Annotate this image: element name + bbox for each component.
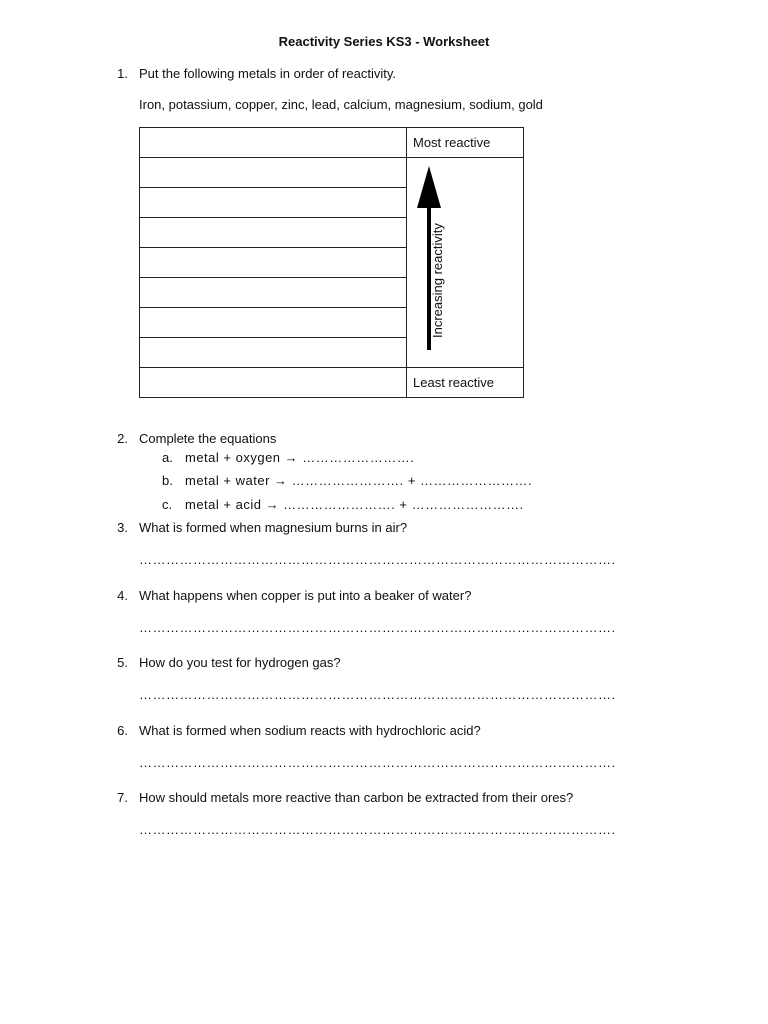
question-7-answer-line[interactable]: ……………………………………………………………………………………………. (139, 822, 616, 837)
question-3-text: What is formed when magnesium burns in air? (139, 520, 408, 535)
question-2-text: Complete the equations (139, 431, 277, 446)
equation-b-letter: b. (162, 473, 173, 488)
question-2-number: 2. (117, 431, 128, 446)
metals-list: Iron, potassium, copper, zinc, lead, calcium, magnesium, sodium, gold (139, 97, 543, 112)
answer-cell-3[interactable] (140, 188, 407, 218)
question-5-answer-line[interactable]: ……………………………………………………………………………………………. (139, 687, 616, 702)
worksheet-title: Reactivity Series KS3 - Worksheet (278, 34, 490, 49)
question-3-answer-line[interactable]: ……………………………………………………………………………………………. (139, 552, 616, 567)
equation-b[interactable]: metal + water → ……………………. + ……………………. (185, 473, 533, 488)
reactivity-table (139, 127, 524, 398)
question-3-number: 3. (117, 520, 128, 535)
question-1-text: Put the following metals in order of reactivity. (139, 66, 396, 81)
answer-cell-6[interactable] (140, 278, 407, 308)
question-5-text: How do you test for hydrogen gas? (139, 655, 341, 670)
answer-cell-8[interactable] (140, 338, 407, 368)
answer-cell-5[interactable] (140, 248, 407, 278)
arrow-label: Increasing reactivity (430, 223, 445, 338)
question-7-number: 7. (117, 790, 128, 805)
answer-cell-4[interactable] (140, 218, 407, 248)
least-reactive-label: Least reactive (407, 368, 524, 398)
equation-a[interactable]: metal + oxygen → ……………………. (185, 450, 415, 465)
equation-c[interactable]: metal + acid → ……………………. + ……………………. (185, 497, 524, 512)
question-1-number: 1. (117, 66, 128, 81)
answer-cell-2[interactable] (140, 158, 407, 188)
equation-c-letter: c. (162, 497, 173, 512)
arrow-cell (407, 158, 524, 368)
question-6-answer-line[interactable]: ……………………………………………………………………………………………. (139, 755, 616, 770)
question-6-number: 6. (117, 723, 128, 738)
question-5-number: 5. (117, 655, 128, 670)
question-4-text: What happens when copper is put into a beaker of water? (139, 588, 472, 603)
question-4-answer-line[interactable]: ……………………………………………………………………………………………. (139, 620, 616, 635)
question-6-text: What is formed when sodium reacts with hydrochloric acid? (139, 723, 481, 738)
question-7-text: How should metals more reactive than carbon be extracted from their ores? (139, 790, 574, 805)
increasing-reactivity-arrow-icon (407, 158, 523, 368)
most-reactive-label: Most reactive (407, 128, 524, 158)
answer-cell-9[interactable] (140, 368, 407, 398)
question-4-number: 4. (117, 588, 128, 603)
answer-cell-1[interactable] (140, 128, 407, 158)
answer-cell-7[interactable] (140, 308, 407, 338)
equation-a-letter: a. (162, 450, 173, 465)
